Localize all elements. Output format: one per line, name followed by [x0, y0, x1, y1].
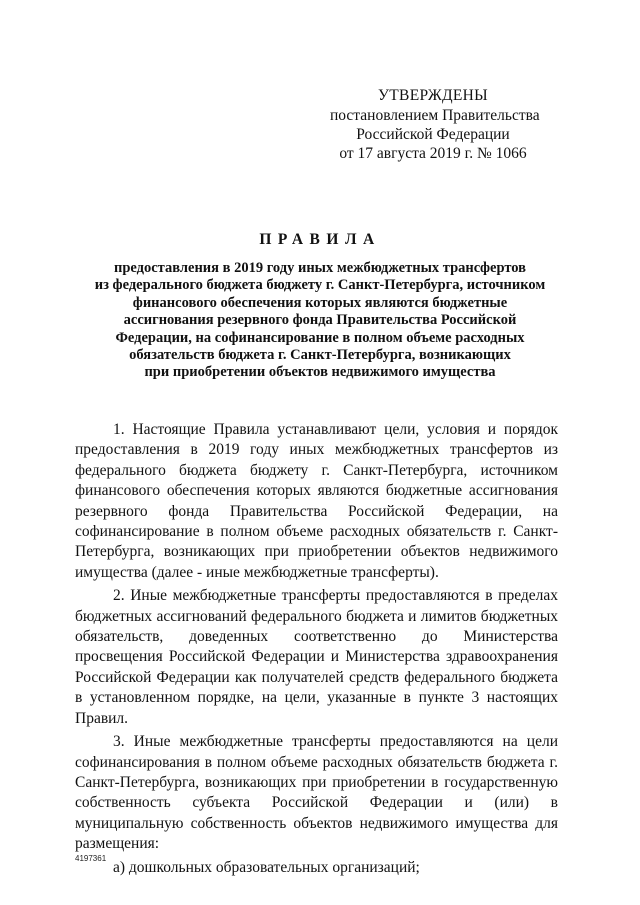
subtitle-line: ассигнования резервного фонда Правительства Российской [123, 312, 517, 329]
subtitle-line: предоставления в 2019 году иных межбюджетных трансфертов [114, 260, 526, 276]
subtitle-line: финансового обеспечения которых являются бюджетные [132, 294, 508, 311]
document-id: 4197361 [75, 854, 107, 863]
approval-line-2: Российской Федерации [356, 126, 510, 143]
subtitle-line: обязательств бюджета г. Санкт-Петербурга, возникающих [129, 347, 511, 364]
document-subtitle [60, 260, 580, 382]
approval-heading: УТВЕРЖДЕНЫ [378, 87, 488, 104]
paragraph-3: 3. Иные межбюджетные трансферты предоставляются на цели софинансирования в полном объеме расходных обязательств бюджета г. Санкт-Петербурга, возникающих при приобретении в государственную собственность субъекта Российской Федерации и (или) в муниципальную собственность объектов недвижимого имущества для размещения: [75, 733, 558, 853]
subtitle-line: при приобретении объектов недвижимого имущества [144, 364, 496, 381]
document-body [75, 420, 558, 881]
paragraph-2: 2. Иные межбюджетные трансферты предоставляются в пределах бюджетных ассигнований федерального бюджета и лимитов бюджетных обязательств, доведенных соответственно до Министерства просвещения Российской Федерации и Министерства здравоохранения Российской Федерации как получателей средств федерального бюджета в установленном порядке, на цели, указанные в пункте 3 настоящих Правил. [75, 587, 558, 727]
approval-block [330, 86, 540, 163]
approval-line-3: от 17 августа 2019 г. № 1066 [339, 145, 527, 162]
paragraph-3a: а) дошкольных образовательных организаций; [113, 858, 420, 876]
subtitle-line: из федерального бюджета бюджету г. Санкт-Петербурга, источником [94, 277, 546, 294]
paragraph-1: 1. Настоящие Правила устанавливают цели, условия и порядок предоставления в 2019 году иных межбюджетных трансфертов из федерального бюджета бюджету г. Санкт-Петербурга, источником финансового обеспечения которых являются бюджетные ассигнования резервного фонда Правительства Российской Федерации, на софинансирование в полном объеме расходных обязательств г. Санкт-Петербурга, возникающих при приобретении объектов недвижимого имущества (далее - иные межбюджетные трансферты). [75, 421, 558, 581]
subtitle-line: Федерации, на софинансирование в полном объеме расходных [115, 329, 525, 346]
document-title: ПРАВИЛА [259, 231, 381, 248]
approval-line-1: постановлением Правительства [330, 107, 540, 124]
